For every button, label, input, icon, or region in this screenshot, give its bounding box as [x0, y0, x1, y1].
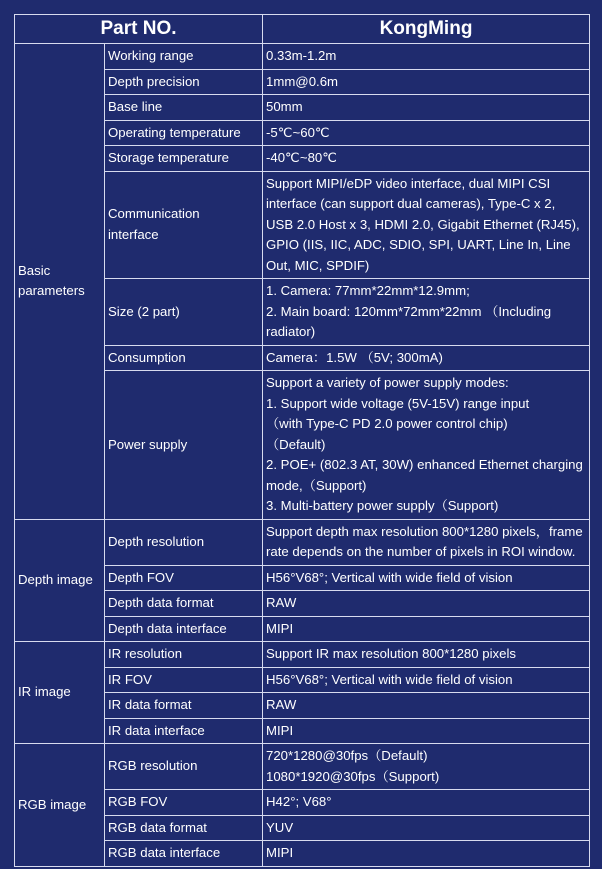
group-rgb-image: RGB image [15, 744, 105, 867]
row-value: H56°V68°; Vertical with wide field of vision [263, 565, 590, 591]
table-row [15, 744, 590, 790]
row-label: Communication interface [105, 171, 263, 279]
group-basic-parameters: Basic parameters [15, 44, 105, 520]
row-value: MIPI [263, 718, 590, 744]
row-value: YUV [263, 815, 590, 841]
row-label: Working range [105, 44, 263, 70]
row-label: RGB resolution [105, 744, 263, 790]
row-value: MIPI [263, 841, 590, 867]
spec-table [14, 14, 590, 867]
row-value: Support MIPI/eDP video interface, dual MIPI CSI interface (can support dual cameras), Type-C x 2, USB 2.0 Host x 3, HDMI 2.0, Gigabit Ethernet (RJ45), GPIO (IIS, IIC, ADC, SDIO, SPI, UART, Line In, Line Out, MIC, SPDIF) [263, 171, 590, 279]
row-value: RAW [263, 693, 590, 719]
product-header: KongMing [263, 15, 590, 44]
row-value: Support depth max resolution 800*1280 pixels，frame rate depends on the number of pixels in ROI window. [263, 519, 590, 565]
row-label: Depth data format [105, 591, 263, 617]
row-label: Depth resolution [105, 519, 263, 565]
row-value: 720*1280@30fps（Default) 1080*1920@30fps（Support) [263, 744, 590, 790]
row-value: Support a variety of power supply modes: 1. Support wide voltage (5V-15V) range input （with Type-C PD 2.0 power control chip) （Default) 2. POE+ (802.3 AT, 30W) enhanced Ethernet charging mode,（Support) 3. Multi-battery power supply（Support) [263, 371, 590, 520]
row-label: Depth FOV [105, 565, 263, 591]
row-value: Support IR max resolution 800*1280 pixels [263, 642, 590, 668]
table-row [15, 642, 590, 668]
row-value: H42°; V68° [263, 790, 590, 816]
group-depth-image: Depth image [15, 519, 105, 642]
row-label: Depth precision [105, 69, 263, 95]
row-label: IR resolution [105, 642, 263, 668]
row-label: Power supply [105, 371, 263, 520]
row-label: Operating temperature [105, 120, 263, 146]
table-row [15, 44, 590, 70]
row-label: Size (2 part) [105, 279, 263, 346]
header-row [15, 15, 590, 44]
row-label: IR data interface [105, 718, 263, 744]
row-label: Base line [105, 95, 263, 121]
part-no-header: Part NO. [15, 15, 263, 44]
row-label: RGB FOV [105, 790, 263, 816]
row-label: Depth data interface [105, 616, 263, 642]
row-value: MIPI [263, 616, 590, 642]
row-value: H56°V68°; Vertical with wide field of vision [263, 667, 590, 693]
row-value: Camera：1.5W （5V; 300mA) [263, 345, 590, 371]
row-value: 0.33m-1.2m [263, 44, 590, 70]
row-label: Consumption [105, 345, 263, 371]
row-value: RAW [263, 591, 590, 617]
row-value: 50mm [263, 95, 590, 121]
group-ir-image: IR image [15, 642, 105, 744]
table-row [15, 519, 590, 565]
row-value: 1. Camera: 77mm*22mm*12.9mm; 2. Main board: 120mm*72mm*22mm （Including radiator) [263, 279, 590, 346]
row-label: RGB data format [105, 815, 263, 841]
row-value: -40℃~80℃ [263, 146, 590, 172]
row-label: IR data format [105, 693, 263, 719]
row-label: Storage temperature [105, 146, 263, 172]
row-label: IR FOV [105, 667, 263, 693]
row-value: 1mm@0.6m [263, 69, 590, 95]
row-value: -5℃~60℃ [263, 120, 590, 146]
row-label: RGB data interface [105, 841, 263, 867]
